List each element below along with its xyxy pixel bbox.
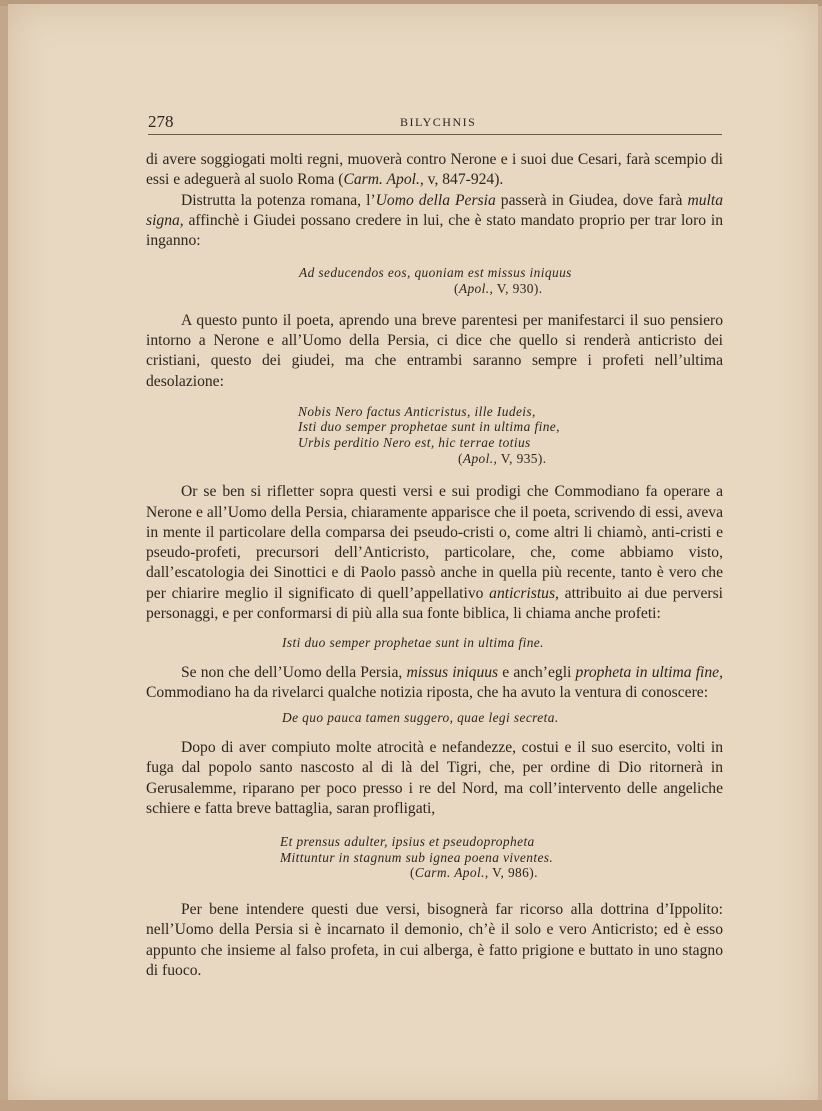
paragraph: A questo punto il poeta, aprendo una breve parentesi per manifestarci il suo pensiero intorno a Nerone e all’Uomo della Persia, ci dice che quello si renderà anticristo dei cristiani, questo dei giudei, ma che entrambi saranno sempre i profeti nell’ultima desolazione:: [146, 311, 723, 390]
paragraph: Dopo di aver compiuto molte atrocità e nefandezze, costui e il suo esercito, volti in fuga dal popolo santo nascosto al di là del Tigri, che, per ordine di Dio ritornerà in Gerusalemme, riparano per poco presso i re del Nord, ma coll’intervento delle angeliche schiere e fatta breve battaglia, saran profligati,: [146, 739, 723, 817]
emphasis: Uomo della Persia: [375, 191, 496, 209]
verse-quotation: [298, 404, 723, 466]
text-run: di avere soggiogati molti regni, muoverà contro Nerone e i suoi due Cesari, farà scempio di essi e adeguerà al suolo Roma (: [146, 151, 723, 189]
page-number: 278: [148, 112, 174, 131]
verse-quotation: [282, 710, 723, 726]
text-run: affinchè i Giudei possano credere in lui, che è stato mandato proprio per trar loro in inganno:: [146, 211, 723, 250]
verse-citation: (Carm. Apol., V, 986).: [410, 865, 538, 881]
emphasis: multa signa,: [146, 191, 723, 229]
text-run: Se non che dell’Uomo della Persia,: [181, 663, 407, 681]
text-run: Commodiano ha da rivelarci qualche notizia riposta, che ha avuto la ventura di conoscere:: [146, 684, 709, 702]
text-run: attribuito ai due perversi personaggi, e per conformarsi di più alla sua fonte biblica, li chiama anche profeti:: [146, 584, 723, 623]
text-run: passerà in Giudea, dove farà: [495, 191, 688, 209]
running-title: BILYCHNIS: [400, 115, 477, 129]
text-run: v, 847-924).: [423, 171, 504, 189]
verse-citation: (Apol., V, 930).: [454, 281, 543, 297]
text-run: e anch’egli: [498, 663, 576, 681]
page-body: [146, 150, 723, 981]
text-run: Distrutta la potenza romana, l’: [181, 191, 376, 209]
verse-line: Isti duo semper prophetae sunt in ultima fine,: [298, 419, 560, 435]
paragraph: [146, 482, 723, 624]
verse-line: De quo pauca tamen suggero, quae legi secreta.: [282, 709, 559, 725]
verse-citation: (Apol., V, 935).: [458, 450, 547, 466]
paragraph: [146, 663, 723, 704]
page-edge-bottom: [0, 1100, 822, 1111]
verse-line: Nobis Nero factus Anticristus, ille Iudeis,: [298, 403, 536, 419]
verse-line: Isti duo semper prophetae sunt in ultima fine.: [282, 635, 544, 651]
paragraph: Per bene intendere questi due versi, bisognerà far ricorso alla dottrina d’Ippolito: nell’Uomo della Persia si è incarnato il demonio, ch’è il solo e vero Anticristo; ed è esso appunto che insieme al falso profeta, in cui alberga, è fatto prigione e buttato in uno stagno di fuoco.: [146, 901, 723, 979]
paragraph: [146, 191, 723, 252]
verse-line: Mittuntur in stagnum sub ignea poena viventes.: [280, 849, 554, 865]
emphasis: missus iniquus: [406, 663, 499, 681]
page-header: [148, 112, 722, 135]
text-run: Or se ben si rifletter sopra questi versi e sui prodigi che Commodiano fa operare a Nerone e all’Uomo della Persia, chiaramente apparisce che il poeta, scrivendo di essi, aveva in mente il particolare della comparsa dei pseudo-cristi o, come altri li chiamò, anti-cristi e pseudo-profeti, precursori dell’Anticristo, particolare, che, come abbiamo visto, dall’escatologia dei Sinottici e di Paolo passò anche in quella più recente, tanto è vero che per chiarire meglio il significato di quell’appellativo: [146, 483, 723, 602]
citation-work: Carm. Apol.,: [343, 171, 424, 189]
verse-quotation: [282, 635, 723, 651]
emphasis: propheta in ultima fine,: [575, 663, 723, 681]
verse-quotation: [299, 265, 723, 296]
paragraph: [146, 150, 723, 191]
verse-line: Urbis perditio Nero est, hic terrae totius: [298, 435, 531, 451]
verse-line: Et prensus adulter, ipsius et pseudopropheta: [280, 834, 535, 850]
verse-line: Ad seducendos eos, quoniam est missus iniquus: [299, 265, 572, 281]
verse-quotation: [280, 834, 723, 881]
emphasis: anticristus,: [489, 584, 559, 602]
